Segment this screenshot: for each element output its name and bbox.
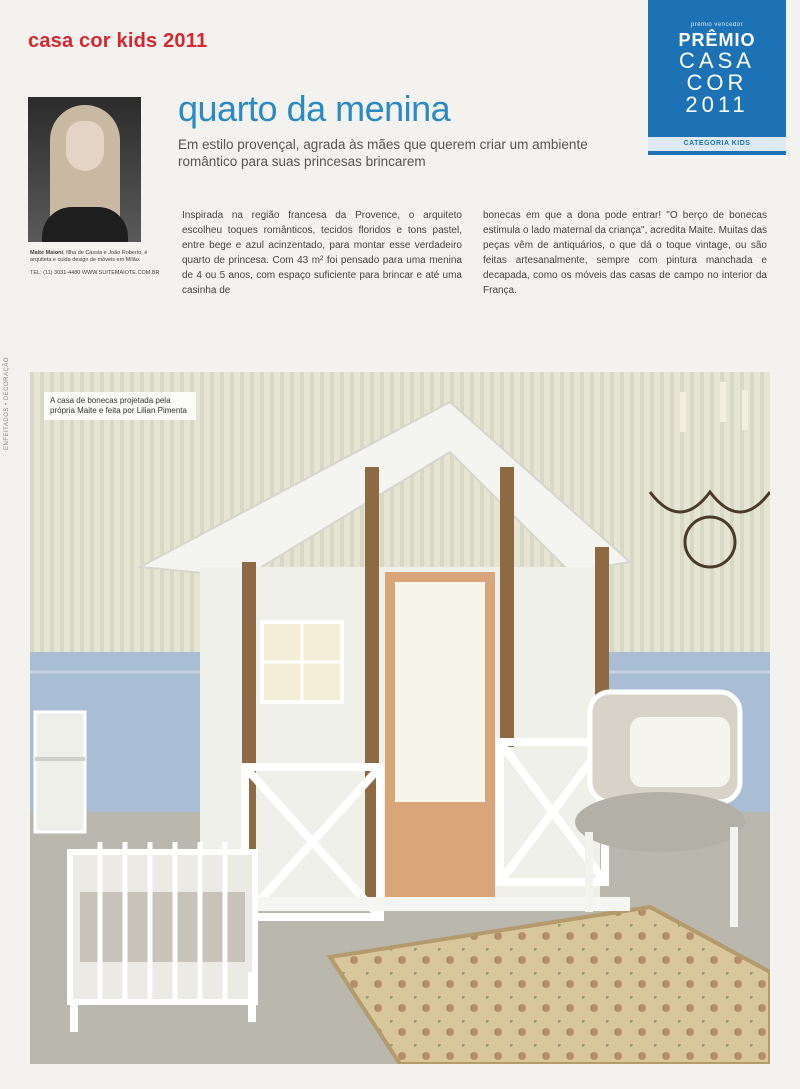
award-line4: 2011 [685,92,749,117]
author-bio [30,250,160,277]
article-headline: quarto da menina [178,88,451,129]
author-bio-text: , filha de Cássia e João Roberto, é arquiteta e cuida design de móveis em Milão. [30,250,148,263]
portrait-face [66,121,104,171]
award-badge [648,0,786,155]
award-line1: PRÊMIO [678,30,756,50]
room-photo [30,372,770,1064]
crib [70,842,256,1032]
side-cabinet [35,712,85,832]
body-column-2: bonecas em que a dona pode entrar! "O berço de bonecas estimula o lado maternal da criança", acredita Maite. Muitas das peças vêm de antiquários, o que dá o toque vintage, ou são feitas artesanalmente, sempre com pintura manchada e decapada, como os móveis das casas de campo no interior da França. [483,210,767,296]
portrait-body [42,207,128,242]
house-post-right [500,467,514,747]
author-contact: TEL: (11) 3031-4480 WWW.SUITEMAIOTE.COM.BR [30,270,160,276]
award-line2: CASA [679,48,755,73]
room-illustration [30,372,770,1064]
body-column-1: Inspirada na região francesa da Provence, o arquiteto escolheu toques românticos, tecidos floridos e tons pastel, entre bege e azul acinzentado, para montar esse verdadeiro quarto de princesa. Com 43 m² foi pensado para uma menina de 4 ou 5 anos, com espaço suficiente para brincar e até uma casinha de [182,210,462,296]
award-category: CATEGORIA KIDS [648,137,786,151]
page-sideline: ENFEITADOS • DECORAÇÃO [4,357,10,450]
award-pre: prêmio vencedor [690,22,744,28]
section-tag: casa cor kids 2011 [28,30,208,52]
article-deck: Em estilo provençal, agrada às mães que querem criar um ambiente romântico para suas princesas brincarem [178,137,588,169]
photo-caption: A casa de bonecas projetada pela própria Maite e feita por Lilian Pimenta [44,392,196,420]
award-line3: COR [686,70,748,95]
author-portrait [28,97,141,242]
author-name: Maite Maioni [30,250,64,256]
